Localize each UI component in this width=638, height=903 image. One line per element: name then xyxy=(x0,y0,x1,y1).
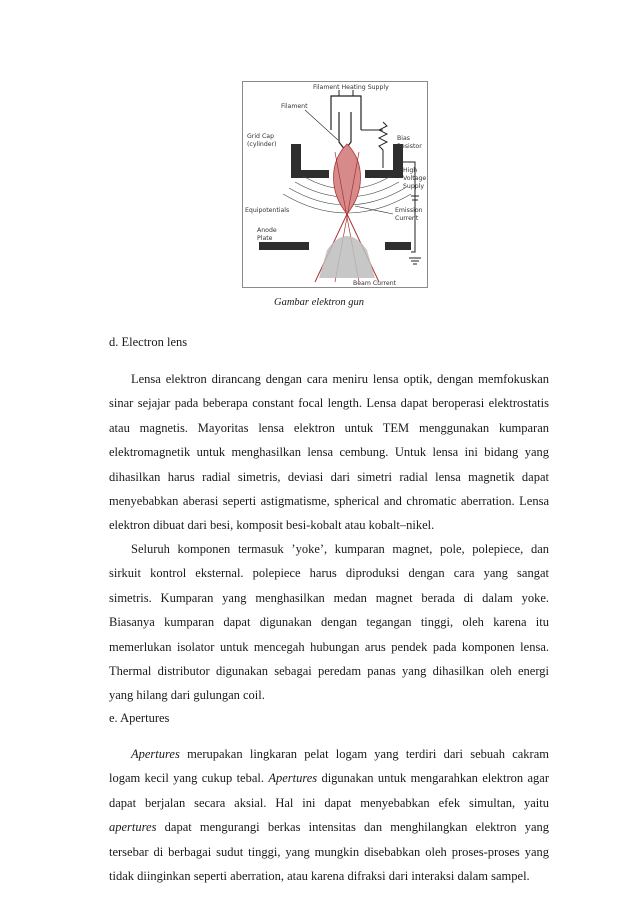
text-line: atau magnetis. Mayoritas lensa elektron untuk TEM menggunakan kumparan xyxy=(109,420,549,435)
text-line: yang hilang dari gulungan coil. xyxy=(109,688,265,703)
text-span: digunakan untuk mengarahkan elektron agar xyxy=(317,771,549,786)
text-line: dihasilkan harus radial simetris, deviasi dari simetri radial lensa magnetik dapat xyxy=(109,469,549,484)
label-bias: Bias xyxy=(397,135,410,142)
text-line: elektron dibuat dari besi, komposit besi-kobalt atau kobalt–nikel. xyxy=(109,518,435,533)
text-span: merupakan lingkaran pelat logam yang terdiri dari sebuah cakram xyxy=(179,747,549,761)
text-span: logam kecil yang cukup tebal. xyxy=(109,771,269,786)
text-line: menyebabkan aberasi seperti astigmatisme, spherical and chromatic aberration. Lensa xyxy=(109,493,549,508)
label-equipotentials: Equipotentials xyxy=(245,207,290,214)
text-line: sirkuit kontrol eksternal. polepiece harus diproduksi dengan cara yang sangat xyxy=(109,566,549,581)
label-grid-cap-cylinder: (cylinder) xyxy=(247,141,277,148)
apertures-term: Apertures xyxy=(268,771,318,786)
text-line: simetris. Kumparan yang menghasilkan medan magnet berada di dalam yoke. xyxy=(109,590,549,605)
text-line: Seluruh komponen termasuk ’yoke’, kumparan magnet, pole, polepiece, dan xyxy=(131,542,549,556)
text-line: tersebar di berbagai sudut tinggi, yang mungkin disebabkan oleh proses-proses yang xyxy=(109,844,549,859)
label-resistor: Resistor xyxy=(397,143,422,150)
text-line: sinar sejajar pada beberapa constant focal length. Lensa dapat beroperasi elektrostatis xyxy=(109,396,549,411)
text-span: dapat mengurangi berkas intensitas dan menghilangkan elektron yang xyxy=(156,820,549,835)
text-line: elektromagnetik untuk menghasilkan lensa cembung. Untuk lensa ini bidang yang xyxy=(109,445,549,460)
text-line xyxy=(109,766,549,790)
text-line: Biasanya kumparan dapat digunakan dengan tegangan tinggi, oleh karena itu xyxy=(109,615,549,630)
text-line: Thermal distributor digunakan sebagai peredam panas yang dihasilkan oleh energi xyxy=(109,663,549,678)
section-d-heading: d. Electron lens xyxy=(109,335,188,349)
text-line xyxy=(109,742,549,766)
text-line xyxy=(109,815,549,839)
section-e-paragraph-1 xyxy=(109,742,549,888)
electron-gun-figure xyxy=(242,81,428,288)
label-supply: Supply xyxy=(403,183,425,190)
label-high: High xyxy=(403,167,418,174)
label-current: Current xyxy=(395,215,419,222)
label-filament-heating-supply: Filament Heating Supply xyxy=(313,84,389,91)
text-line: memerlukan isolator untuk mencegah hubungan arus pendek pada komponen lensa. xyxy=(109,639,549,654)
text-line: tidak diinginkan seperti aberration, atau karena difraksi dari interaksi dalam sampel. xyxy=(109,868,530,883)
text-line: dapat berjalan secara aksial. Hal ini dapat menyebabkan efek simultan, yaitu xyxy=(109,795,549,810)
text-line: Lensa elektron dirancang dengan cara meniru lensa optik, dengan memfokuskan xyxy=(131,372,549,386)
section-d-paragraph-2 xyxy=(109,537,549,708)
label-voltage: Voltage xyxy=(403,175,427,182)
section-e-heading: e. Apertures xyxy=(109,711,170,725)
label-filament: Filament xyxy=(281,103,308,110)
figure-caption: Gambar elektron gun xyxy=(273,297,364,308)
electron-gun-diagram xyxy=(243,82,427,287)
apertures-term: apertures xyxy=(109,820,157,835)
apertures-term: Apertures xyxy=(131,747,180,761)
label-grid-cap: Grid Cap xyxy=(247,133,274,140)
label-emission: Emission xyxy=(395,207,423,214)
label-beam-current: Beam Current xyxy=(353,280,397,287)
section-d-paragraph-1 xyxy=(109,367,549,538)
label-plate: Plate xyxy=(257,235,273,242)
label-anode: Anode xyxy=(257,227,277,234)
